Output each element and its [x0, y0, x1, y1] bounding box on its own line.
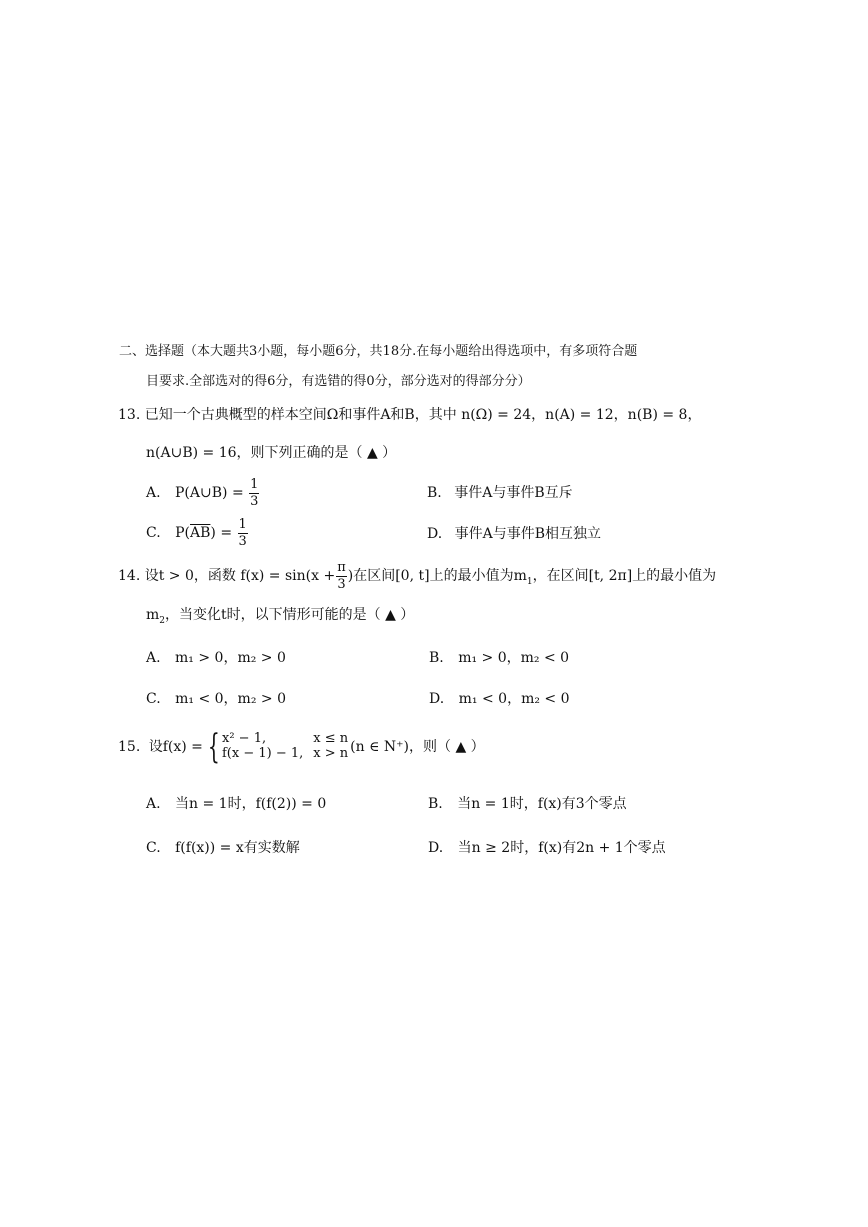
q15-case1-cond: x ≤ n [313, 731, 349, 747]
q15-case2-cond: x > n [313, 746, 349, 761]
q14-sub1: 1 [526, 576, 533, 587]
q14-option-a [146, 651, 286, 665]
q13-c-lhs-bar: $\overline{AB}$ [190, 525, 211, 542]
q15-c-text: f(f(x)) = x有实数解 [175, 840, 300, 856]
q13-b-label: B. [427, 485, 442, 501]
section-heading: 二、选择题（本大题共3小题，每小题6分，共18分.在每小题给出得选项中，有多项符合题 [119, 344, 638, 359]
q14-post: )在区间[0, t]上的最小值为m [347, 568, 527, 585]
q13-c-fraction [238, 518, 248, 548]
q15-option-b [428, 797, 627, 811]
q13-stem [118, 408, 701, 422]
q14-number: 14. [118, 568, 141, 585]
q15-case2-expr: f(x − 1) − 1, [222, 746, 304, 761]
q15-option-a [146, 797, 326, 811]
q14-post2: ，在区间[t, 2π]上的最小值为 [532, 568, 717, 585]
q14-fraction [336, 561, 347, 591]
q15-d-text: 当n ≥ 2时，f(x)有2n + 1个零点 [457, 840, 666, 856]
q13-option-d [427, 527, 601, 541]
q14-a-label: A. [146, 650, 161, 666]
q13-c-num: 1 [238, 517, 247, 532]
q14-b-label: B. [429, 650, 444, 666]
q15-b-label: B. [428, 796, 443, 812]
q14-stem [118, 561, 716, 591]
q15-a-text: 当n = 1时，f(f(2)) = 0 [175, 796, 327, 812]
q14-option-d [429, 692, 570, 706]
q15-b-text: 当n = 1时，f(x)有3个零点 [457, 796, 627, 812]
q13-d-label: D. [427, 526, 443, 542]
q13-number: 13. [118, 407, 141, 423]
q13-a-fraction [249, 478, 259, 508]
q14-frac-num: π [337, 560, 346, 575]
q14-option-b [429, 651, 569, 665]
q14-c-text: m₁ < 0，m₂ > 0 [175, 691, 286, 707]
q15-domain: (n ∈ N⁺) [350, 739, 409, 755]
q15-tail: ，则（ ▲ ） [409, 739, 485, 755]
q13-a-lhs: P(A∪B) = [175, 485, 244, 502]
q13-c-lhs-pre: P( [175, 525, 191, 542]
q13-union-eq: n(A∪B) = 16 [146, 445, 237, 461]
q13-stem-tail: ，则下列正确的是（ ▲ ） [236, 445, 397, 461]
q13-stem-eqs: n(Ω) = 24，n(A) = 12，n(B) = 8， [461, 407, 702, 423]
q14-m2: m [146, 607, 160, 623]
q14-b-text: m₁ > 0，m₂ < 0 [458, 650, 570, 666]
q14-c-label: C. [146, 691, 161, 707]
q13-stem-line2 [146, 446, 396, 460]
q13-option-a [146, 478, 260, 508]
q15-number: 15. [118, 739, 141, 755]
q15-c-label: C. [146, 840, 161, 856]
q13-d-text: 事件A与事件B相互独立 [454, 526, 602, 542]
q13-b-text: 事件A与事件B互斥 [454, 485, 573, 501]
q15-piecewise [222, 732, 358, 762]
q15-a-label: A. [146, 796, 161, 812]
q14-d-label: D. [429, 691, 445, 707]
q15-option-c [146, 841, 300, 855]
q13-a-label: A. [146, 485, 161, 502]
q13-stem-text: 已知一个古典概型的样本空间Ω和事件A和B，其中 [144, 407, 457, 423]
q14-frac-den: 3 [337, 576, 346, 592]
q14-pre: 设t > 0，函数 [144, 568, 236, 585]
q14-option-c [146, 692, 286, 706]
q15-stem [118, 727, 485, 767]
q14-line2-text: ，当变化t时，以下情形可能的是（ ▲ ） [165, 607, 415, 623]
q15-pre: 设f(x) = [148, 739, 203, 755]
q15-case1-expr: x² − 1, [222, 731, 267, 747]
q14-func: f(x) = sin(x + [240, 568, 336, 585]
left-brace-icon: { [208, 727, 221, 767]
q13-c-den: 3 [238, 533, 247, 549]
q13-c-label: C. [146, 525, 161, 542]
q14-a-text: m₁ > 0，m₂ > 0 [175, 650, 286, 666]
q15-option-d [428, 841, 666, 855]
q14-m2-sub: 2 [159, 615, 166, 626]
q13-c-lhs-post: ) = [210, 525, 233, 542]
q13-a-den: 3 [250, 493, 259, 509]
q14-stem-line2 [146, 607, 415, 626]
q13-option-c [146, 518, 249, 548]
q15-d-label: D. [428, 840, 444, 856]
q13-option-b [427, 486, 573, 500]
q13-a-num: 1 [250, 477, 259, 492]
section-heading-cont: 目要求.全部选对的得6分，有选错的得0分，部分选对的得部分分） [146, 374, 531, 389]
q14-d-text: m₁ < 0，m₂ < 0 [458, 691, 570, 707]
